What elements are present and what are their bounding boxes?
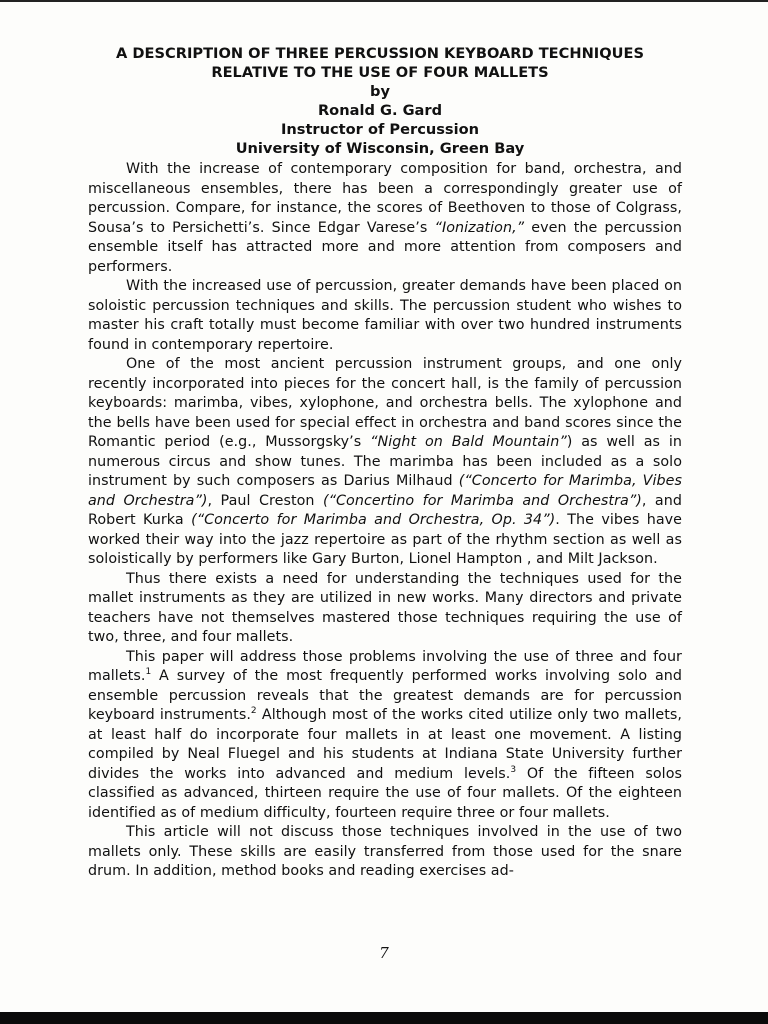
- page-bottom-edge: [0, 1012, 768, 1024]
- text-run: This article will not discuss those techniques involved in the use of two mallets only. These skills are easily transferred from those used for the snare drum. In addition, method books and reading exercises ad-: [88, 824, 682, 879]
- italic-title: “Night on Bald Mountain”: [370, 434, 567, 450]
- text-run: , and Robert Kurka: [88, 492, 682, 528]
- page-top-edge: [0, 0, 768, 2]
- paragraph: [88, 570, 682, 648]
- byline-by: by: [370, 83, 390, 100]
- italic-title: (“Concerto for Marimba and Orchestra, Op. 34”): [191, 512, 556, 528]
- text-run: Although most of the works cited utilize only two mallets, at least half do incorporate four mallets in at least one movement. A listing compiled by Neal Fluegel and his students at Indiana State University further divides the works into advanced and medium levels.: [88, 707, 682, 782]
- page-number: 7: [379, 944, 389, 962]
- text-run: Thus there exists a need for understanding the techniques used for the mallet instruments as they are utilized in new works. Many directors and private teachers have not themselves mastered those techniques requiring the use of two, three, and four mallets.: [88, 570, 682, 645]
- text-run: This paper will address those problems involving the use of three and four mallets.: [88, 648, 682, 684]
- text-run: With the increased use of percussion, greater demands have been placed on soloistic percussion techniques and skills. The percussion student who wishes to master his craft totally must become familiar with over two hundred instruments found in contemporary repertoire.: [88, 278, 682, 353]
- text-run: , Paul Creston: [207, 492, 323, 509]
- article-header: [60, 44, 700, 158]
- italic-title: (“Concertino for Marimba and Orchestra”): [322, 492, 642, 509]
- article-body: [88, 160, 682, 882]
- paragraph: [88, 355, 682, 570]
- paragraph: [88, 823, 682, 882]
- title-line-2: RELATIVE TO THE USE OF FOUR MALLETS: [211, 64, 549, 81]
- author-name: Ronald G. Gard: [317, 102, 443, 119]
- text-run: . The vibes have worked their way into the jazz repertoire as part of the rhythm section as well as soloistically by performers like Gary Burton, Lionel Hampton , and Milt Jackson.: [88, 512, 682, 567]
- text-run: Of the fifteen solos classified as advanced, thirteen require the use of four mallets. Of the eighteen identified as of medium difficulty, fourteen require three or four mallets.: [88, 765, 682, 821]
- text-run: ) as well as in numerous circus and show tunes. The marimba has been included as a solo instrument by such composers as Darius Milhaud: [88, 434, 682, 489]
- text-run: A survey of the most frequently performed works involving solo and ensemble percussion reveals that the greatest demands are for percussion keyboard instruments.: [88, 668, 682, 723]
- title-line-1: A DESCRIPTION OF THREE PERCUSSION KEYBOARD TECHNIQUES: [116, 45, 644, 62]
- footnote-marker: 1: [145, 667, 152, 678]
- text-run: With the increase of contemporary composition for band, orchestra, and miscellaneous ensembles, there has been a correspondingly greater use of percussion. Compare, for instance, the scores of Beethoven to those of Colgrass, Sousa’s to Persichetti’s. Since Edgar Varese’s: [88, 161, 682, 236]
- author-position: Instructor of Percussion: [280, 121, 480, 138]
- paragraph: [88, 160, 682, 277]
- text-run: One of the most ancient percussion instrument groups, and one only recently incorporated into pieces for the concert hall, is the family of percussion keyboards: marimba, vibes, xylophone, and orchestra bells. The xylophone and the bells have been used for special effect in orchestra and band scores since the Romantic period (e.g., Mussorgsky’s: [88, 356, 682, 450]
- text-run: even the percussion ensemble itself has attracted more and more attention from composers and performers.: [88, 219, 682, 275]
- paragraph: [88, 277, 682, 355]
- italic-title: (“Concerto for Marimba, Vibes and Orchestra”): [88, 473, 682, 509]
- italic-title: “Ionization,”: [434, 219, 525, 236]
- footnote-marker: 3: [510, 764, 517, 775]
- author-institution: University of Wisconsin, Green Bay: [235, 140, 525, 157]
- paragraph: [88, 648, 682, 824]
- footnote-marker: 2: [250, 706, 257, 717]
